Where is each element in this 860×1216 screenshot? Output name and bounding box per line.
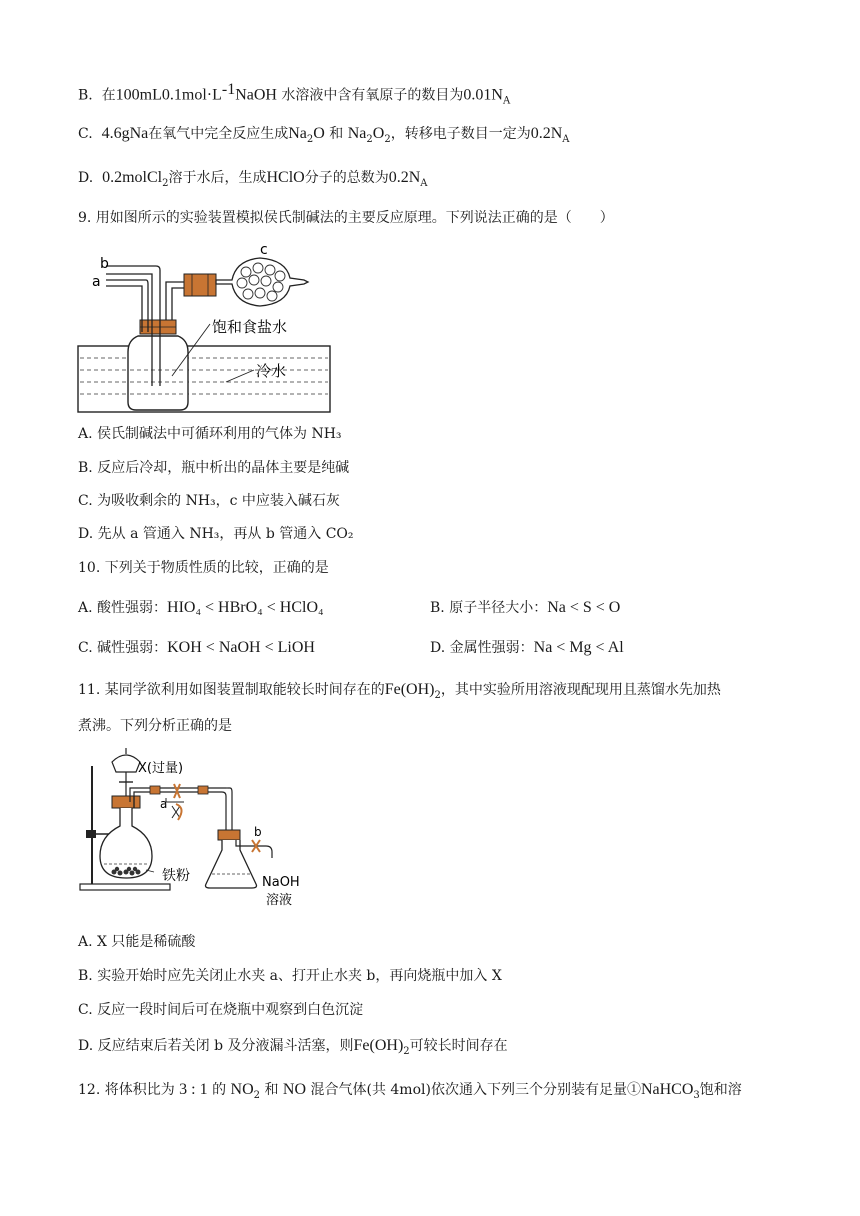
q9-label-a: a — [92, 274, 101, 290]
q11-apparatus-figure — [76, 746, 336, 916]
q11-label-a: a — [160, 797, 168, 811]
q9-option-a: A. 侯氏制碱法中可循环利用的气体为 NH₃ — [78, 426, 342, 442]
q11-label-iron: 铁粉 — [162, 868, 190, 884]
q11-option-b: B. 实验开始时应先关闭止水夹 a、打开止水夹 b，再向烧瓶中加入 X — [78, 968, 502, 984]
q11-label-naoh: NaOH — [262, 875, 300, 890]
q9-label-brine: 饱和食盐水 — [212, 318, 288, 336]
q9-label-cold-water: 冷水 — [256, 362, 287, 380]
q9-apparatus-figure — [76, 236, 336, 416]
q10-option-a: A. 酸性强弱：HIO₄ < HBrO₄ < HClO₄ — [78, 599, 324, 616]
q8-option-b: B. 在$100mL0.1mol\cdot L^{-1}NaOH$ 水溶液中含有氧原子的数目为$0.01N_A$ — [78, 81, 511, 107]
q9-label-c: c — [260, 242, 268, 258]
q9-label-b: b — [100, 256, 109, 272]
q9-option-d: D. 先从 a 管通入 NH₃，再从 b 管通入 CO₂ — [78, 526, 354, 542]
q12-stem: 12. 将体积比为 3 : 1 的 $NO_2$ 和 NO 混合气体(共 4mol)依次通入下列三个分别装有足量①NaHCO$_3$饱和溶 — [78, 1081, 742, 1101]
q11-label-solution: 溶液 — [266, 893, 293, 908]
q11-option-a: A. X 只能是稀硫酸 — [78, 934, 196, 950]
q8-option-c: C. 4.6gNa在氧气中完全反应生成$Na_2O$ 和 $Na_2O_2$，转移电子数目一定为$0.2N_A$ — [78, 125, 570, 145]
q11-option-d: D. 反应结束后若关闭 b 及分液漏斗活塞，则$Fe(OH)_2$可较长时间存在 — [78, 1037, 508, 1057]
q8-option-d: D. 0.2molCl$_2$溶于水后，生成HClO分子的总数为$0.2N_A$ — [78, 169, 428, 189]
q11-option-c: C. 反应一段时间后可在烧瓶中观察到白色沉淀 — [78, 1002, 364, 1018]
q10-option-b: B. 原子半径大小：Na < S < O — [430, 599, 621, 616]
q11-stem-line1: 11. 某同学欲利用如图装置制取能较长时间存在的$Fe(OH)_2$，其中实验所用溶液现配现用且蒸馏水先加热 — [78, 681, 721, 701]
q9-option-b: B. 反应后冷却，瓶中析出的晶体主要是纯碱 — [78, 460, 350, 476]
q11-stem-line2: 煮沸。下列分析正确的是 — [78, 718, 232, 734]
q11-label-b: b — [254, 825, 262, 839]
q11-label-x: X(过量) — [138, 761, 184, 776]
q9-option-c: C. 为吸收剩余的 NH₃，c 中应装入碱石灰 — [78, 493, 340, 509]
q10-option-d: D. 金属性强弱：Na < Mg < Al — [430, 639, 624, 656]
q10-option-c: C. 碱性强弱：KOH < NaOH < LiOH — [78, 639, 315, 656]
q10-stem: 10. 下列关于物质性质的比较，正确的是 — [78, 560, 329, 576]
q9-stem: 9. 用如图所示的实验装置模拟侯氏制碱法的主要反应原理。下列说法正确的是（ ） — [78, 210, 614, 226]
